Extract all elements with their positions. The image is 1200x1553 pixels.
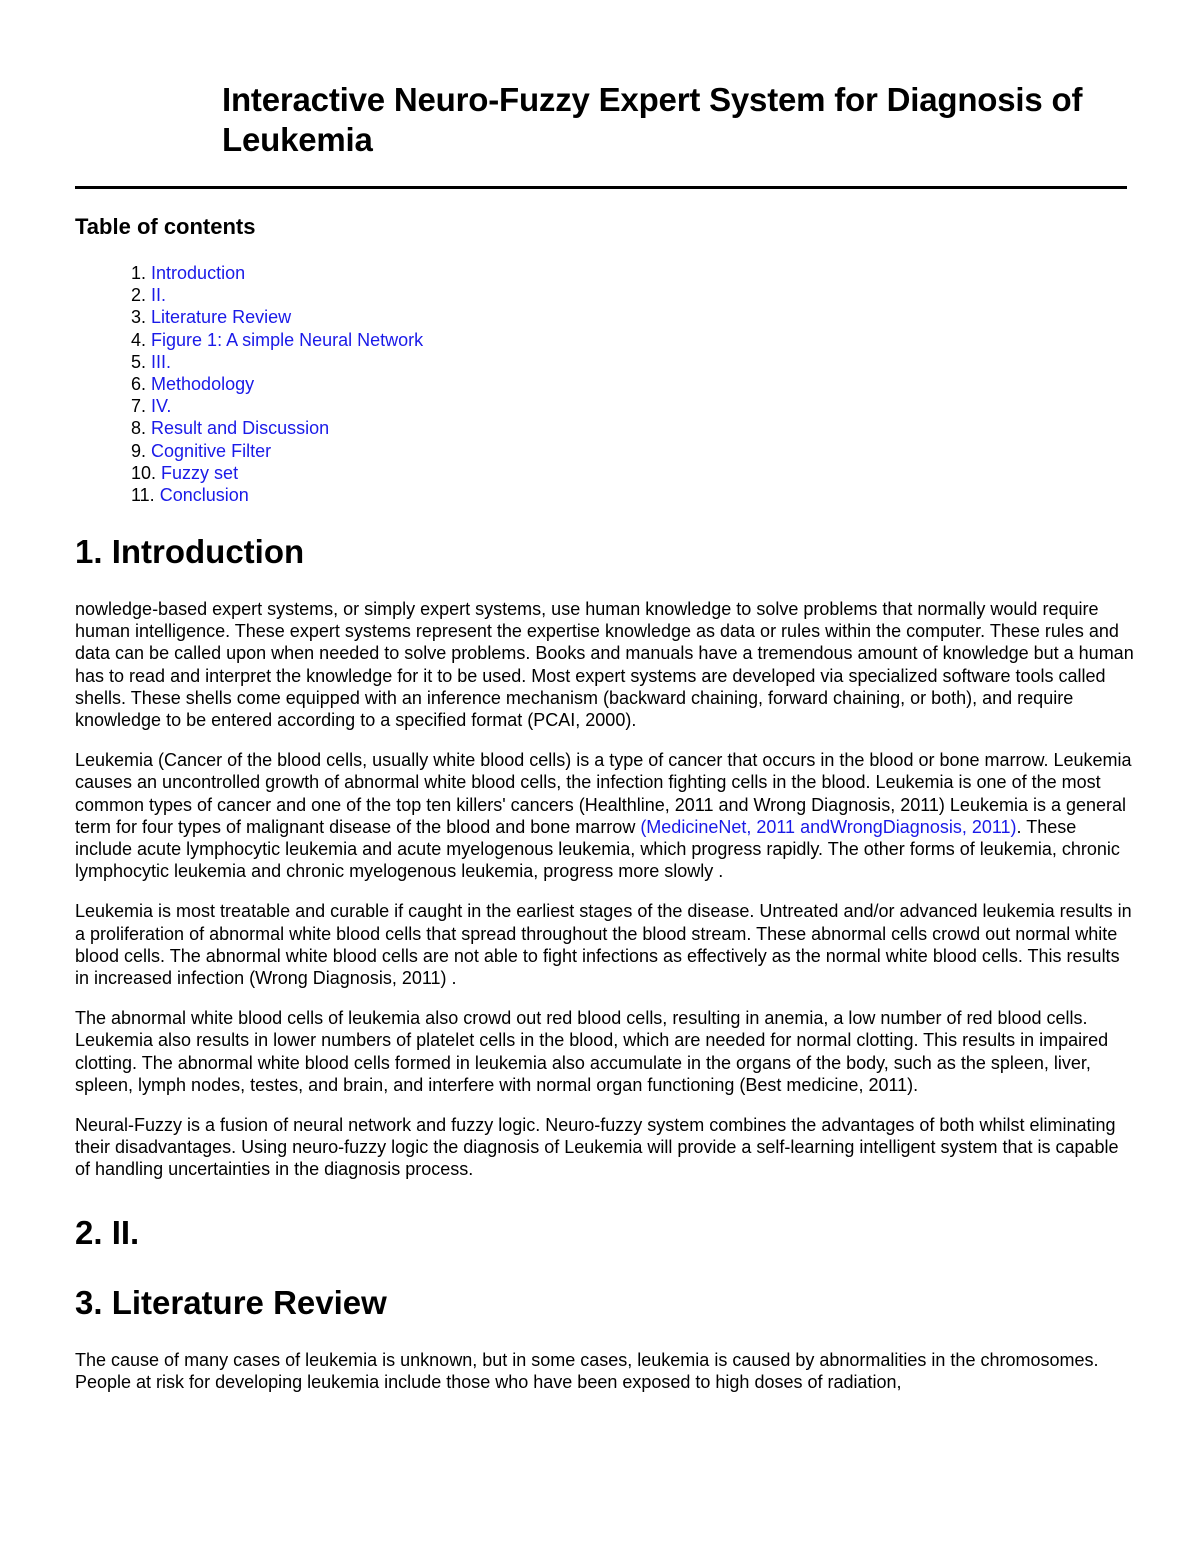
toc-item <box>131 284 423 306</box>
toc-item <box>131 440 423 462</box>
toc-item-number: 10. <box>131 462 157 483</box>
intro-paragraph-2-text: Leukemia (Cancer of the blood cells, usually white blood cells) is a type of cancer that occurs in the blood or bone marrow. Leukemia causes an uncontrolled growth of abnormal white blood cells, the infection fighting cells in the blood. Leukemia is one of the most common types of cancer and one of the top ten killers' cancers (Healthline, 2011 and Wrong Diagnosis, 2011) Leukemia is a general term for four types of malignant disease of the blood and bone marrow <box>75 750 1132 837</box>
intro-paragraph-3: Leukemia is most treatable and curable if caught in the earliest stages of the disease. Untreated and/or advanced leukemia results in a proliferation of abnormal white blood cells that spread throughout the blood stream. These abnormal cells crowd out normal white blood cells. The abnormal white blood cells are not able to fight infections as effectively as the normal white blood cells. This results in increased infection (Wrong Diagnosis, 2011) . <box>75 901 1132 989</box>
toc-item-number: 3. <box>131 307 147 328</box>
toc-item-number: 6. <box>131 374 147 395</box>
intro-paragraph-2 <box>75 749 1135 882</box>
toc-link-figure-1[interactable]: Figure 1: A simple Neural Network <box>151 329 424 350</box>
toc-item <box>131 462 423 484</box>
toc-item <box>131 306 423 328</box>
section-heading-ii: 2. II. <box>75 1213 140 1251</box>
toc-item-number: 9. <box>131 440 147 461</box>
section-heading-introduction: 1. Introduction <box>75 533 305 570</box>
toc-link-ii[interactable]: II. <box>151 285 167 306</box>
intro-paragraph-4: The abnormal white blood cells of leukemia also crowd out red blood cells, resulting in anemia, a low number of red blood cells. Leukemia also results in lower numbers of platelet cells in the blood, which are needed for normal clotting. This results in impaired clotting. The abnormal white blood cells formed in leukemia also accumulate in the organs of the body, such as the spleen, liver, spleen, lymph nodes, testes, and brain, and interfere with normal organ functioning (Best medicine, 2011). <box>75 1008 1109 1095</box>
toc-item <box>131 351 423 373</box>
table-of-contents <box>131 262 423 506</box>
toc-item-number: 2. <box>131 285 147 306</box>
citation-link-medicinenet[interactable]: (MedicineNet, 2011 andWrongDiagnosis, 2011) <box>640 816 1017 837</box>
toc-item-number: 7. <box>131 396 147 417</box>
toc-link-cognitive-filter[interactable]: Cognitive Filter <box>151 440 272 461</box>
intro-paragraph-1: nowledge-based expert systems, or simply expert systems, use human knowledge to solve problems that normally would require human intelligence. These expert systems represent the expertise knowledge as data or rules within the computer. These rules and data can be called upon when needed to solve problems. Books and manuals have a tremendous amount of knowledge but a human has to read and interpret the knowledge for it to be used. Most expert systems are developed via specialized software tools called shells. These shells come equipped with an inference mechanism (backward chaining, forward chaining, or both), and require knowledge to be entered according to a specified format (PCAI, 2000). <box>75 599 1134 731</box>
toc-item-number: 5. <box>131 351 147 372</box>
toc-item <box>131 484 423 506</box>
toc-link-introduction[interactable]: Introduction <box>151 263 246 283</box>
toc-link-iii[interactable]: III. <box>151 351 172 372</box>
toc-item-number: 4. <box>131 329 147 350</box>
literature-review-paragraph-1: The cause of many cases of leukemia is unknown, but in some cases, leukemia is caused by abnormalities in the chromosomes. People at risk for developing leukemia include those who have been exposed to high doses of radiation, <box>75 1349 1099 1392</box>
toc-link-fuzzy-set[interactable]: Fuzzy set <box>161 462 239 483</box>
document-body <box>75 528 1135 1393</box>
toc-link-conclusion[interactable]: Conclusion <box>159 485 249 506</box>
intro-paragraph-2-text-cont: . These include acute lymphocytic leukemia and acute myelogenous leukemia, which progress rapidly. The other forms of leukemia, chronic lymphocytic leukemia and chronic myelogenous leukemia, progress more slowly . <box>75 816 1120 882</box>
toc-link-result-and-discussion[interactable]: Result and Discussion <box>151 418 330 439</box>
title-divider <box>75 186 1127 189</box>
toc-item <box>131 395 423 417</box>
toc-item <box>131 329 423 351</box>
document-title: Interactive Neuro-Fuzzy Expert System for Diagnosis of Leukemia <box>222 81 1083 158</box>
section-heading-literature-review: 3. Literature Review <box>75 1283 387 1321</box>
toc-item <box>131 417 423 439</box>
toc-heading: Table of contents <box>75 214 256 239</box>
toc-link-methodology[interactable]: Methodology <box>151 374 255 395</box>
toc-item-number: 11. <box>131 485 155 506</box>
toc-item-number: 1. <box>131 263 147 283</box>
toc-item <box>131 373 423 395</box>
toc-item-number: 8. <box>131 418 147 439</box>
toc-link-iv[interactable]: IV. <box>151 396 172 417</box>
toc-item <box>131 262 423 284</box>
toc-link-literature-review[interactable]: Literature Review <box>151 307 292 328</box>
intro-paragraph-5: Neural-Fuzzy is a fusion of neural network and fuzzy logic. Neuro-fuzzy system combines the advantages of both whilst eliminating their disadvantages. Using neuro-fuzzy logic the diagnosis of Leukemia will provide a self-learning intelligent system that is capable of handling uncertainties in the diagnosis process. <box>75 1115 1119 1180</box>
